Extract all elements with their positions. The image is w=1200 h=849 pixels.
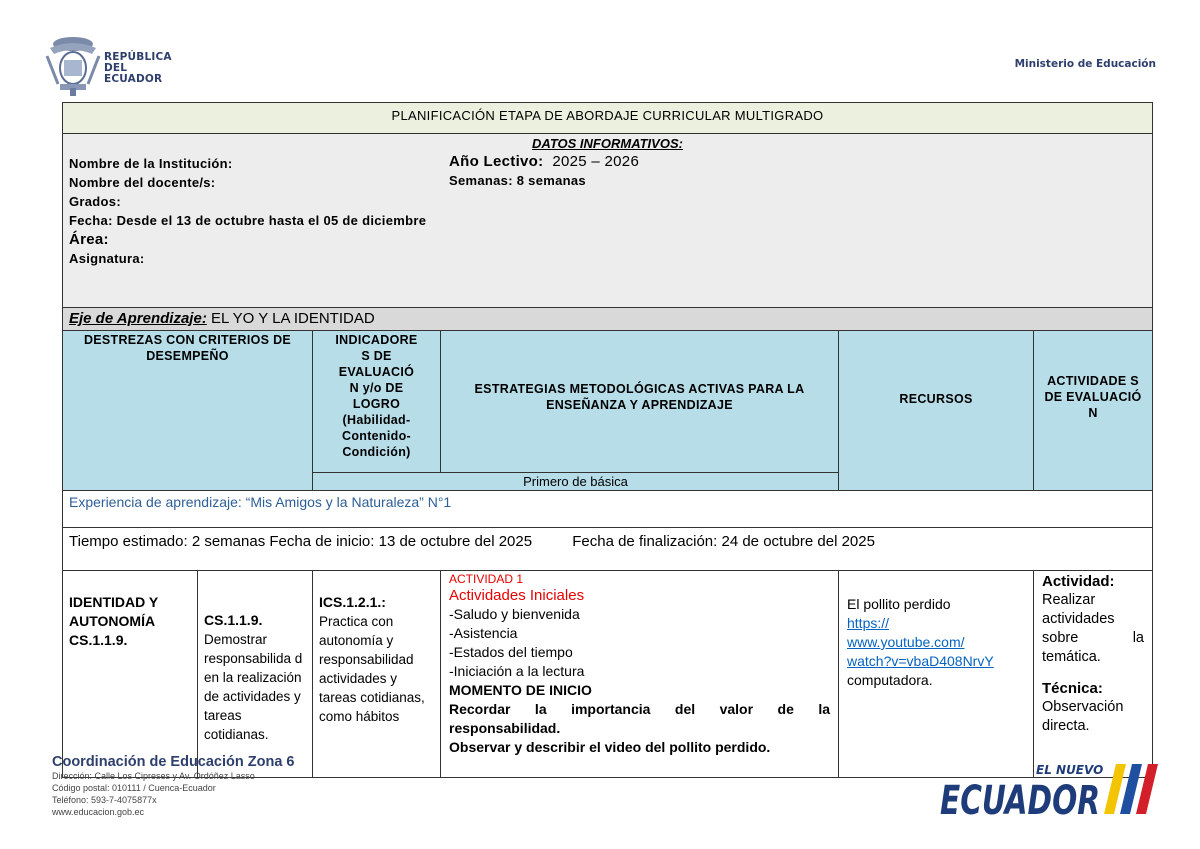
actividad-number: ACTIVIDAD 1 — [449, 572, 524, 586]
fecha-inicio: Fecha de inicio: 13 de octubre del 2025 — [269, 533, 533, 550]
actividad-item: -Estados del tiempo — [449, 644, 573, 660]
recordar-text: responsabilidad. — [449, 720, 561, 736]
actividades-header-text: ACTIVIDADE S DE EVALUACIÓ N — [1044, 374, 1142, 420]
observar-text: Observar y describir el video del pollito perdido. — [449, 739, 771, 755]
republica-line1: REPÚBLICA — [104, 51, 172, 63]
area-label: Área: — [69, 231, 109, 248]
eje-row — [62, 307, 1153, 331]
actividad-item: -Iniciación a la lectura — [449, 663, 585, 679]
grado-subheader: Primero de básica — [312, 472, 839, 491]
destreza-cell — [62, 570, 198, 778]
actividades-evaluacion-header — [1033, 330, 1153, 491]
destreza-title: IDENTIDAD Y AUTONOMÍA — [69, 594, 158, 629]
criterio-text: Demostrar responsabilida d en la realización de actividades y tareas cotidianas. — [204, 632, 303, 742]
criterio-cell — [197, 570, 313, 778]
eje-label: Eje de Aprendizaje: — [69, 310, 207, 327]
anio-lectivo — [449, 152, 639, 171]
el-nuevo-ecuador-logo — [940, 758, 1160, 824]
ministry-name: Ministerio de Educación — [1014, 58, 1156, 70]
actividad-item: -Saludo y bienvenida — [449, 606, 580, 622]
indicador-code: ICS.1.2.1.: — [319, 594, 386, 610]
institucion-label: Nombre de la Institución: — [69, 156, 233, 171]
actividad-item: -Asistencia — [449, 625, 518, 641]
semanas-label: Semanas: 8 semanas — [449, 173, 586, 188]
destreza-code: CS.1.1.9. — [69, 632, 128, 648]
recurso-extra: computadora. — [847, 672, 933, 688]
eval-tecnica-text: Observación directa. — [1042, 699, 1124, 734]
destrezas-header-text: DESTREZAS CON CRITERIOS DE DESEMPEÑO — [83, 333, 292, 363]
video-link[interactable]: www.youtube.com/ — [847, 634, 965, 650]
indicadores-header-text: INDICADORE S DE EVALUACIÓ N y/o DE LOGRO (Habilidad-Contenido-Condición) — [335, 333, 418, 459]
logo-small-text: EL NUEVO — [1036, 763, 1104, 777]
grados-label: Grados: — [69, 194, 121, 209]
criterio-code: CS.1.1.9. — [204, 612, 263, 628]
eval-actividad-text: Realizar actividades sobre la temática. — [1042, 592, 1144, 665]
indicador-text: Practica con autonomía y responsabilidad actividades y tareas cotidianas, como hábitos — [319, 614, 425, 724]
estrategias-header — [440, 330, 839, 473]
video-link[interactable]: watch?v=vbaD408NrvY — [847, 653, 994, 669]
republica-logo — [44, 34, 184, 100]
plan-title: PLANIFICACIÓN ETAPA DE ABORDAJE CURRICULAR MULTIGRADO — [62, 102, 1153, 134]
anio-value: 2025 – 2026 — [552, 153, 640, 170]
actividad-title: Actividades Iniciales — [449, 587, 585, 604]
coat-of-arms-icon — [44, 34, 102, 96]
asignatura-label: Asignatura: — [69, 251, 145, 266]
experiencia-row: Experiencia de aprendizaje: “Mis Amigos y la Naturaleza” N°1 — [62, 490, 1153, 528]
fecha-finalizacion: Fecha de finalización: 24 de octubre del 2025 — [572, 533, 875, 550]
eval-tecnica-label: Técnica: — [1042, 680, 1103, 697]
footer-title: Coordinación de Educación Zona 6 — [52, 754, 295, 770]
footer-web: www.educacion.gob.ec — [52, 807, 145, 817]
eval-actividad-label: Actividad: — [1042, 573, 1115, 590]
destrezas-header — [62, 330, 313, 491]
indicador-cell — [312, 570, 441, 778]
video-link[interactable]: https:// — [847, 615, 890, 631]
recordar-line: Recordar la importancia del valor de la — [449, 701, 830, 717]
recursos-cell — [838, 570, 1034, 778]
estrategias-cell — [440, 570, 839, 778]
footer-postal: Código postal: 010111 / Cuenca-Ecuador — [52, 783, 216, 793]
footer — [52, 754, 295, 818]
fecha-label: Fecha: Desde el 13 de octubre hasta el 05 de diciembre — [69, 213, 427, 228]
estrategias-header-text: ESTRATEGIAS METODOLÓGICAS ACTIVAS PARA LA ENSEÑANZA Y APRENDIZAJE — [474, 382, 805, 412]
recursos-header: RECURSOS — [838, 330, 1034, 491]
footer-phone: Teléfono: 593-7-4075877x — [52, 795, 157, 805]
datos-informativos — [62, 133, 1153, 308]
tiempo-estimado: Tiempo estimado: 2 semanas — [69, 533, 266, 550]
indicadores-header — [312, 330, 441, 473]
evaluacion-cell — [1033, 570, 1153, 778]
anio-label: Año Lectivo: — [449, 153, 544, 170]
logo-big-text: ECUADOR — [940, 778, 1100, 824]
momento-inicio: MOMENTO DE INICIO — [449, 682, 592, 698]
docente-label: Nombre del docente/s: — [69, 175, 216, 190]
footer-address: Dirección: Calle Los Cipreses y Av. Ordóñez Lasso — [52, 771, 255, 781]
republica-line2: DEL ECUADOR — [104, 62, 163, 85]
tiempo-row — [62, 527, 1153, 571]
eje-value: EL YO Y LA IDENTIDAD — [210, 310, 375, 327]
recurso-title: El pollito perdido — [847, 596, 951, 612]
datos-title: DATOS INFORMATIVOS: — [532, 136, 683, 151]
